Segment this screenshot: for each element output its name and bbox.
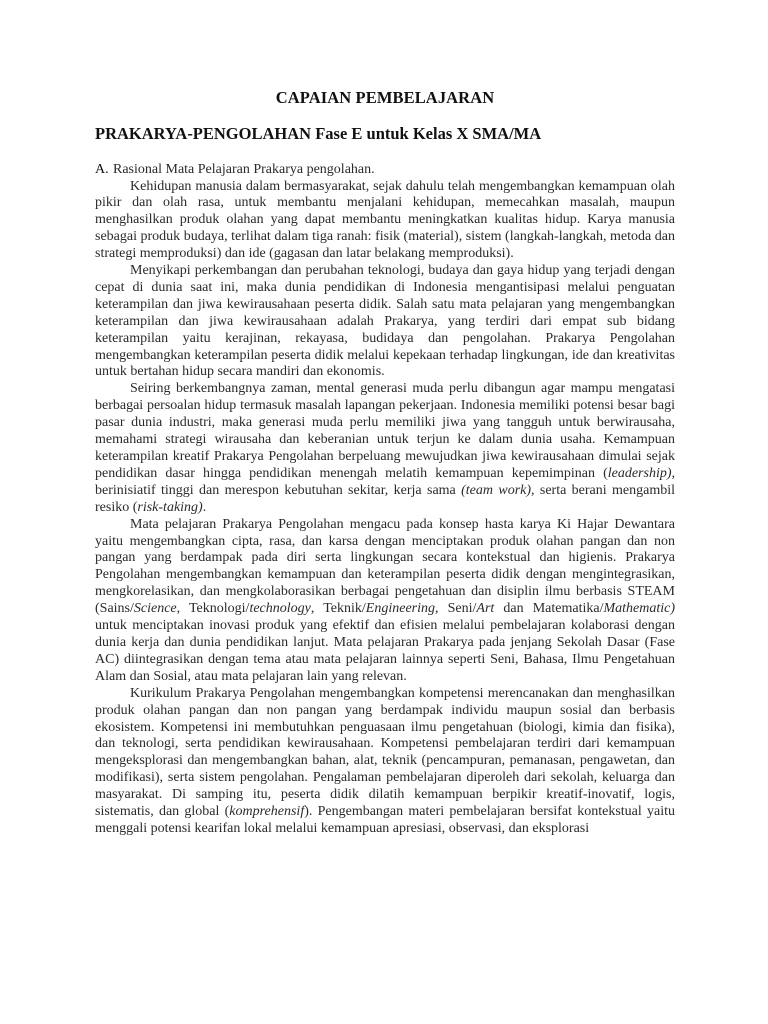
body-text bbox=[95, 179, 675, 838]
paragraph bbox=[95, 381, 675, 516]
section-heading-text: Rasional Mata Pelajaran Prakarya pengolahan. bbox=[113, 162, 375, 177]
document-page bbox=[95, 88, 675, 838]
document-subtitle: PRAKARYA-PENGOLAHAN Fase E untuk Kelas X SMA/MA bbox=[95, 124, 542, 143]
italic-term: (team work) bbox=[461, 482, 532, 498]
italic-term: risk-taking) bbox=[137, 499, 203, 515]
paragraph-text: berinisiatif tinggi dan merespon kebutuhan sekitar, kerja sama bbox=[95, 482, 462, 498]
italic-term: Engineering bbox=[365, 601, 436, 617]
paragraph-text: , Teknik/ bbox=[310, 601, 366, 617]
italic-term: komprehensif bbox=[229, 804, 305, 820]
document-title: CAPAIAN PEMBELAJARAN bbox=[275, 88, 495, 107]
paragraph-text: ). Pengembangan materi pembelajaran bersifat kontekstual yaitu menggali potensi kearifan lokal melalui kemampuan apresiasi, observasi, dan eksplorasi bbox=[95, 804, 675, 836]
paragraph bbox=[95, 263, 675, 381]
paragraph-text: Mata pelajaran Prakarya Pengolahan mengacu pada konsep hasta karya Ki Hajar Dewantara yaitu mengembangkan cipta, rasa, dan karsa dengan menciptakan produk olahan pangan dan non pangan yang berdampak pada diri serta lingkungan secara kontekstual dan higienis. Prakarya Pengolahan mengembangkan kemampuan dan keterampilan peserta didik dengan mengintegrasikan, mengkorelasikan, dan mengkolaborasikan berbagai pengetahuan dan disiplin ilmu berbasis STEAM (Sains/ bbox=[95, 516, 675, 617]
paragraph-text: , Seni/ bbox=[435, 601, 477, 617]
section-letter: A. bbox=[95, 162, 109, 177]
paragraph-text: untuk menciptakan inovasi produk yang efektif dan efisien melalui pembelajaran kolaborasi dengan dunia kerja dan dunia pendidikan lanjut. Mata pelajaran Prakarya pada jenjang Sekolah Dasar (Fase AC) diintegrasikan dengan tema atau mata pelajaran lainnya seperti Seni, Bahasa, Ilmu Pengetahuan Alam dan Sosial, atau mata pelajaran lain yang relevan. bbox=[95, 618, 675, 684]
paragraph-text: Seiring berkembangnya zaman, mental generasi muda perlu dibangun agar mampu mengatasi berbagai persoalan hidup termasuk masalah lapangan pekerjaan. Indonesia memiliki potensi besar bagi pasar dunia industri, maka generasi muda perlu memiliki jiwa yang tangguh untuk berwirausaha, memahami strategi wirausaha dan keberanian untuk terjun ke dalam dunia usaha. Kemampuan keterampilan kreatif Prakarya Pengolahan berpeluang mewujudkan jiwa kewirausahaan dimulai sejak pendidikan dasar hingga pendidikan menengah melatih kemampuan kepemimpinan ( bbox=[95, 381, 675, 481]
paragraph bbox=[95, 686, 675, 838]
italic-term: Science bbox=[133, 601, 177, 617]
italic-term: Mathematic) bbox=[603, 601, 675, 617]
paragraph-text: dan Matematika/ bbox=[494, 601, 604, 617]
italic-term: leadership), bbox=[607, 465, 675, 481]
paragraph-text: , serta berani mengambil resiko ( bbox=[95, 482, 675, 515]
paragraph-text: . bbox=[202, 499, 207, 515]
paragraph-text: Menyikapi perkembangan dan perubahan teknologi, budaya dan gaya hidup yang terjadi dengan cepat di dunia saat ini, maka dunia pendidikan di Indonesia mengantisipasi melalui penguatan keterampilan dan jiwa kewirausahaan peserta didik. Salah satu mata pelajaran yang mengembangkan keterampilan dan jiwa kewirausahaan adalah Prakarya, yang terdiri dari empat sub bidang keterampilan yaitu kerajinan, rekayasa, budidaya dan pengolahan. Prakarya Pengolahan mengembangkan keterampilan peserta didik melalui kepekaan terhadap lingkungan, ide dan kreativitas untuk bertahan hidup secara mandiri dan ekonomis. bbox=[95, 263, 675, 380]
paragraph-text: Kehidupan manusia dalam bermasyarakat, sejak dahulu telah mengembangkan kemampuan olah pikir dan olah rasa, untuk membantu menjalani kehidupan, memecahkan masalah, maupun menghasilkan produk olahan yang dapat membantu meningkatkan kualitas hidup. Karya manusia sebagai produk budaya, terlihat dalam tiga ranah: fisik (material), sistem (langkah-langkah, metoda dan strategi memproduksi) dan ide (gagasan dan latar belakang memproduksi). bbox=[95, 178, 675, 262]
paragraph-text: Kurikulum Prakarya Pengolahan mengembangkan kompetensi merencanakan dan menghasilkan produk olahan pangan dan non pangan yang berdampak individu maupun sosial dan berbasis ekosistem. Kompetensi ini membutuhkan penguasaan ilmu pengetahuan (biologi, kimia dan fisika), dan teknologi, serta pendidikan kewirausahaan. Kompetensi pembelajaran terdiri dari kemampuan mengeksplorasi dan mengembangkan bahan, alat, teknik (pencampuran, pemanasan, pengawetan, dan modifikasi), serta sistem pengolahan. Pengalaman pembelajaran diperoleh dari sekolah, keluarga dan masyarakat. Di samping itu, peserta didik dilatih kemampuan berpikir kreatif-inovatif, logis, sistematis, dan global ( bbox=[95, 685, 675, 820]
paragraph-text: , Teknologi/ bbox=[176, 601, 250, 617]
section-heading bbox=[95, 162, 675, 179]
italic-term: Art bbox=[476, 601, 495, 617]
paragraph bbox=[95, 179, 675, 264]
paragraph bbox=[95, 517, 675, 686]
italic-term: technology bbox=[249, 601, 311, 617]
